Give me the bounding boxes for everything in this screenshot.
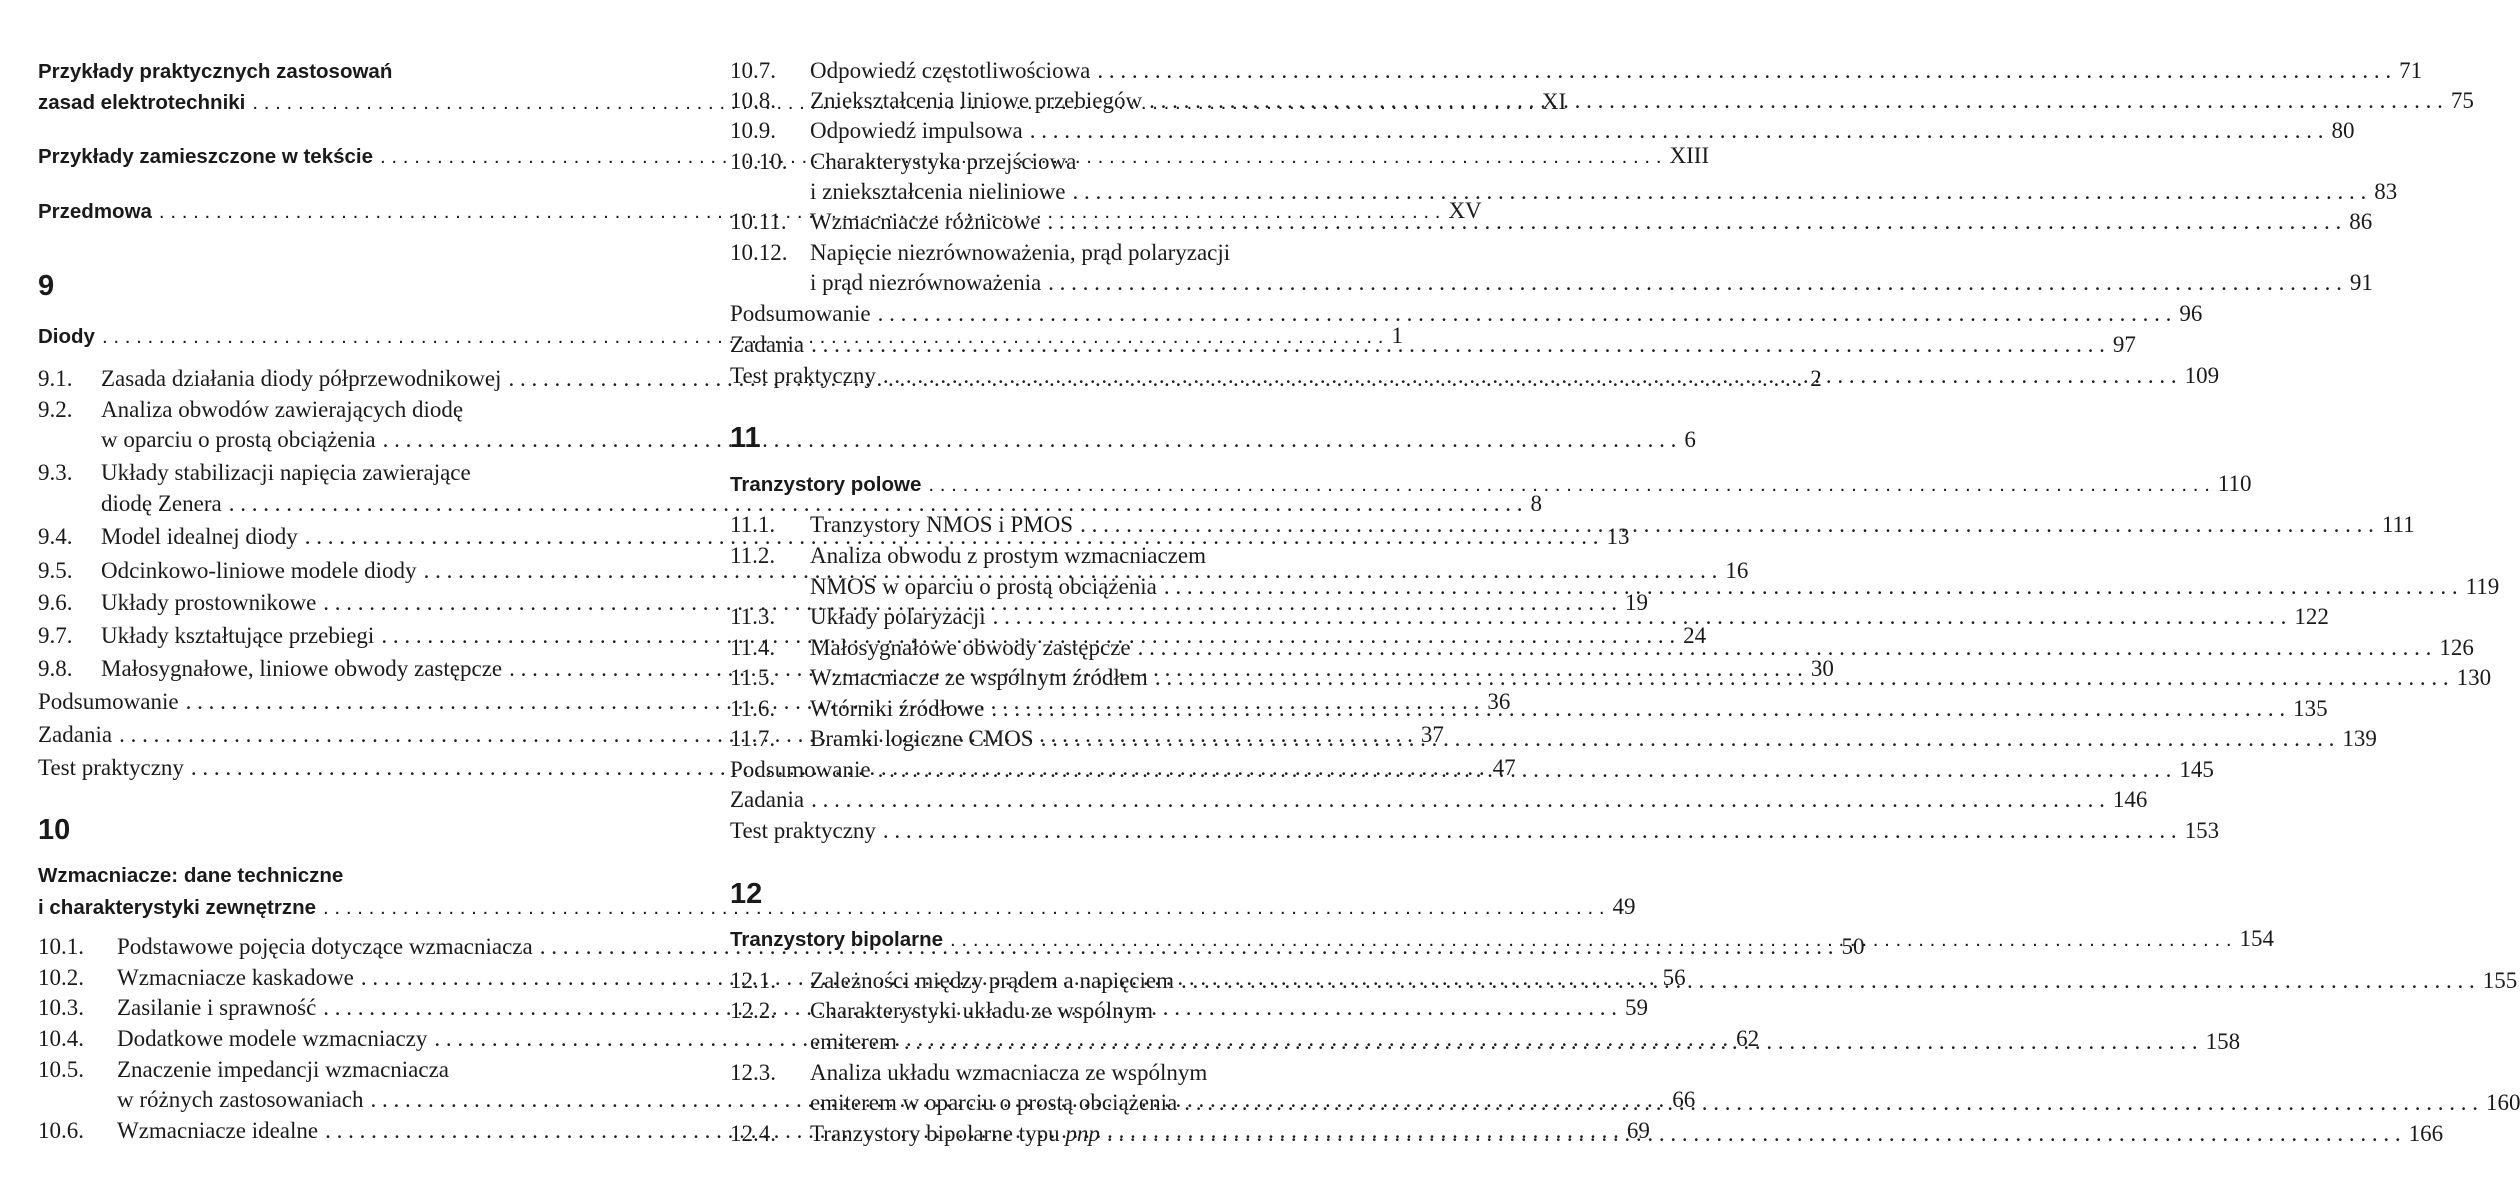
dot-leader: [811, 785, 2105, 815]
toc-entry-summary: Podsumowanie . . . 145: [730, 755, 1376, 785]
dot-leader: [1164, 572, 2458, 602]
page-number: XI: [1541, 89, 1567, 114]
dot-leader: [1107, 1119, 2401, 1149]
toc-entry-tasks: Zadania . . . 146: [730, 785, 1376, 815]
dot-leader: [1080, 510, 2374, 540]
page-number: 154: [2239, 926, 2275, 951]
toc-entry: 12.1. Zależności między prądem a napięciem . . . 155: [730, 966, 1376, 996]
toc-entry: 10.4. Dodatkowe modele wzmacniaczy . . . 62: [38, 1024, 686, 1054]
toc-entry-practical: zasad elektrotechniki . . . XI: [38, 87, 686, 117]
dot-leader: [1048, 268, 2342, 298]
dot-leader: [883, 361, 2177, 391]
dot-leader: [1041, 724, 2335, 754]
toc-entry-tasks: Zadania . . . 37: [38, 720, 686, 750]
toc-entry: 11.7. Bramki logiczne CMOS . . . 139: [730, 724, 1376, 754]
toc-entry-continued: emiterem w oparciu o prostą obciążenia . . . 160: [730, 1088, 1376, 1118]
toc-entry: 10.10. Charakterystyka przejściowa: [730, 149, 1077, 174]
toc-entry: 10.2. Wzmacniacze kaskadowe . . . 56: [38, 963, 686, 993]
chapter-number: 12: [730, 878, 763, 910]
dot-leader: [323, 893, 1605, 923]
toc-entry: 10.5. Znaczenie impedancji wzmacniacza: [38, 1057, 450, 1082]
dot-leader: [811, 330, 2105, 360]
toc-entry-continued: diodę Zenera . . . 8: [38, 489, 686, 519]
toc-entry: 10.12. Napięcie niezrównoważenia, prąd polaryzacji: [730, 240, 1231, 265]
dot-leader: [928, 470, 2210, 500]
toc-entry-preface: Przedmowa . . . XV: [38, 196, 686, 226]
toc-entry-practical-title: Przykłady praktycznych zastosowań: [38, 60, 393, 83]
toc-entry-test: Test praktyczny . . . 153: [730, 816, 1376, 846]
dot-leader: [950, 925, 2232, 955]
toc-entry: 9.3. Układy stabilizacji napięcia zawierające: [38, 460, 471, 485]
dot-leader: [991, 694, 2285, 724]
toc-entry: 11.2. Analiza obwodu z prostym wzmacniaczem: [730, 543, 1206, 568]
toc-entry: 10.3. Zasilanie i sprawność . . . 59: [38, 993, 686, 1023]
toc-entry: 9.2. Analiza obwodów zawierających diodę: [38, 397, 464, 422]
toc-entry: 12.4. Tranzystory bipolarne typu pnp . . . 166: [730, 1119, 1376, 1149]
toc-entry-tasks: Zadania . . . 97: [730, 330, 1376, 360]
dot-leader: [1030, 116, 2324, 146]
toc-entry-summary: Podsumowanie . . . 36: [38, 687, 686, 717]
chapter-title: Tranzystory bipolarne . . . 154: [730, 924, 1376, 954]
dot-leader: [1181, 966, 2475, 996]
toc-entry: 11.4. Małosygnałowe obwody zastępcze . . . 126: [730, 633, 1376, 663]
dot-leader: [993, 602, 2287, 632]
page-number: XIII: [1669, 143, 1710, 168]
toc-entry-test: Test praktyczny . . . 109: [730, 361, 1376, 391]
toc-entry: 11.1. Tranzystory NMOS i PMOS . . . 111: [730, 510, 1376, 540]
toc-entry: 10.7. Odpowiedź częstotliwościowa . . . 71: [730, 56, 1376, 86]
toc-entry: 10.8. Zniekształcenia liniowe przebiegów . . . 75: [730, 86, 1376, 116]
toc-entry: 11.5. Wzmacniacze ze wspólnym źródłem . . . 130: [730, 663, 1376, 693]
dot-leader: [1138, 633, 2432, 663]
toc-entry-continued: w oparciu o prostą obciążenia . . . 6: [38, 425, 686, 455]
toc-entry-continued: NMOS w oparciu o prostą obciążenia . . . 119: [730, 572, 1376, 602]
dot-leader: [1047, 207, 2341, 237]
chapter-number: 9: [38, 270, 55, 302]
dot-leader: [1155, 663, 2449, 693]
toc-entry: 12.3. Analiza układu wzmacniacza ze wspólnym: [730, 1060, 1208, 1085]
toc-entry-examples: Przykłady zamieszczone w tekście . . . XIII: [38, 141, 686, 171]
toc-entry: 12.2. Charakterystyki układu ze wspólnym: [730, 998, 1154, 1023]
toc-entry-test: Test praktyczny . . . 47: [38, 753, 686, 783]
toc-entry-summary: Podsumowanie . . . 96: [730, 299, 1376, 329]
chapter-number: 11: [730, 422, 761, 454]
toc-entry: 9.5. Odcinkowo-liniowe modele diody . . . 16: [38, 556, 686, 586]
page-number: 110: [2217, 471, 2252, 496]
chapter-title: Wzmacniacze: dane techniczne: [38, 864, 344, 887]
toc-entry-continued: i zniekształcenia nieliniowe . . . 83: [730, 177, 1376, 207]
chapter-title: Tranzystory polowe . . . 110: [730, 469, 1376, 499]
toc-entry: 9.1. Zasada działania diody półprzewodnikowej . . . 2: [38, 364, 686, 394]
toc-entry: 10.1. Podstawowe pojęcia dotyczące wzmacniacza . . . 50: [38, 932, 686, 962]
chapter-number: 10: [38, 814, 71, 846]
dot-leader: [1097, 56, 2391, 86]
chapter-title: Diody . . . 1: [38, 321, 686, 351]
toc-entry: 9.4. Model idealnej diody . . . 13: [38, 522, 686, 552]
dot-leader: [883, 816, 2177, 846]
toc-entry: 10.6. Wzmacniacze idealne . . . 69: [38, 1116, 686, 1146]
toc-entry-continued: i prąd niezrównoważenia . . . 91: [730, 268, 1376, 298]
page-number: XV: [1448, 198, 1482, 223]
toc-entry: 9.8. Małosygnałowe, liniowe obwody zastępcze . . . 30: [38, 654, 686, 684]
toc-entry: 9.7. Układy kształtujące przebiegi . . . 24: [38, 621, 686, 651]
dot-leader: [878, 299, 2172, 329]
page-number: 49: [1612, 894, 1636, 919]
dot-leader: [878, 755, 2172, 785]
toc-entry: 11.6. Wtórniki źródłowe . . . 135: [730, 694, 1376, 724]
dot-leader: [383, 425, 1677, 455]
toc-entry: 10.11. Wzmacniacze różnicowe . . . 86: [730, 207, 1376, 237]
chapter-title-continued: i charakterystyki zewnętrzne . . . 49: [38, 892, 686, 922]
toc-entry: 10.9. Odpowiedź impulsowa . . . 80: [730, 116, 1376, 146]
page-number: 1: [1391, 323, 1403, 348]
toc-entry-continued: emiterem . . . 158: [730, 1027, 1376, 1057]
toc-entry: 9.6. Układy prostownikowe . . . 19: [38, 588, 686, 618]
dot-leader: [904, 1027, 2198, 1057]
dot-leader: [1184, 1088, 2478, 1118]
dot-leader: [1072, 177, 2366, 207]
toc-entry-continued: w różnych zastosowaniach . . . 66: [38, 1085, 686, 1115]
dot-leader: [1149, 86, 2443, 116]
toc-entry: 11.3. Układy polaryzacji . . . 122: [730, 602, 1376, 632]
